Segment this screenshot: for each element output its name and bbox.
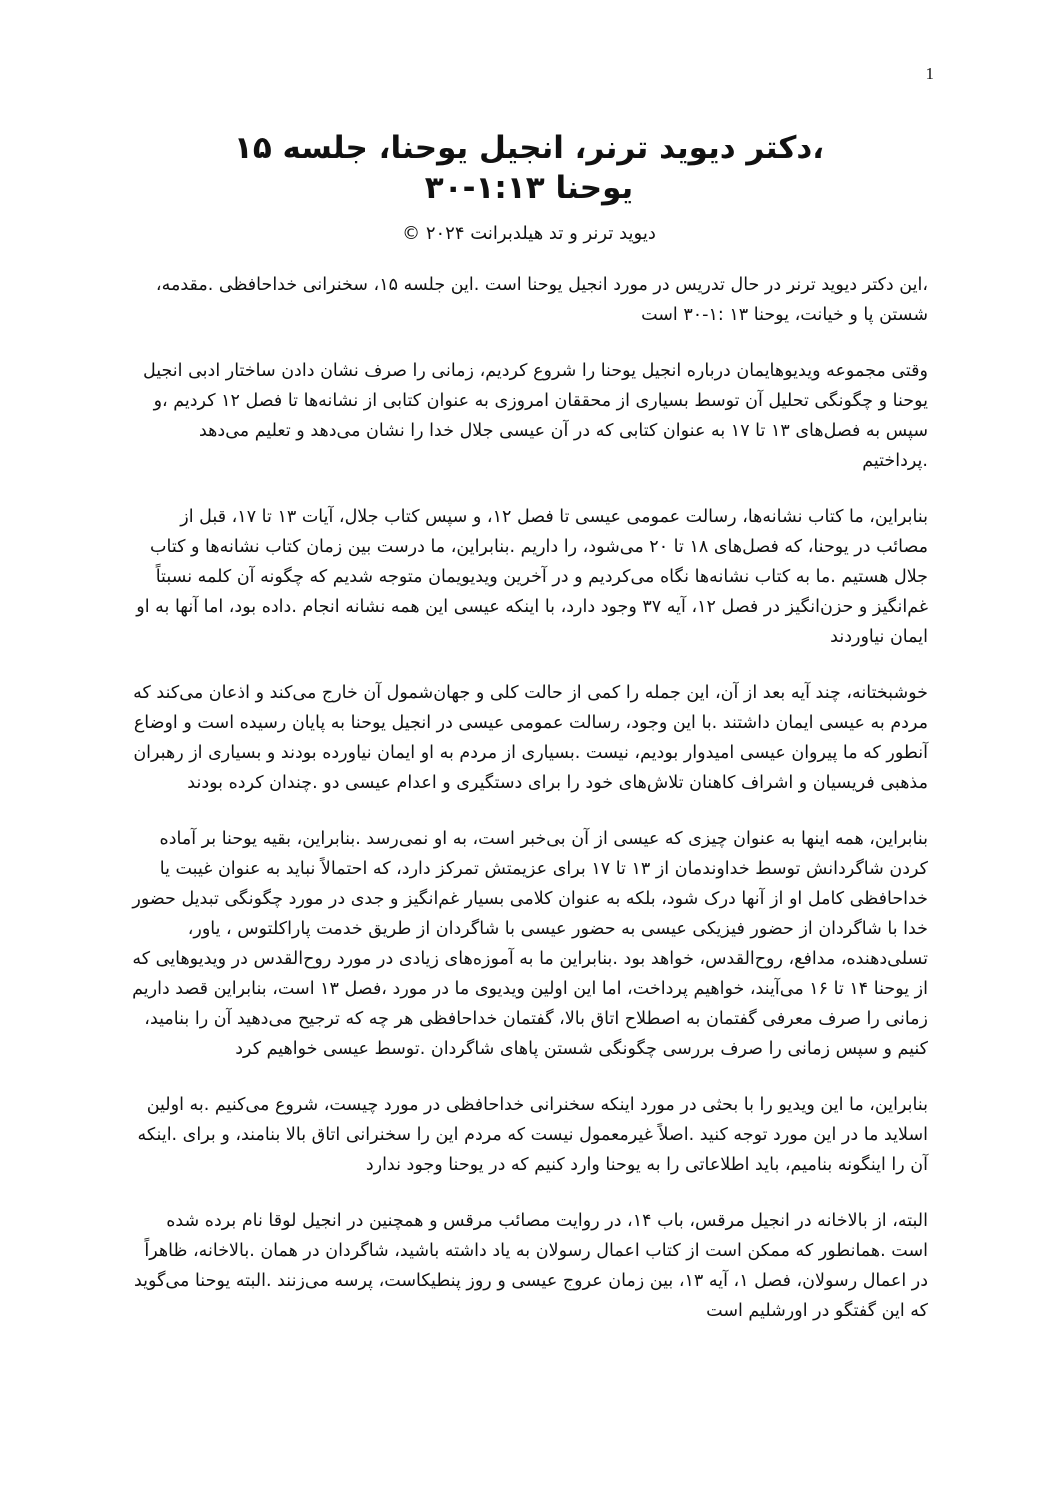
paragraph: البته، از بالاخانه در انجیل مرقس، باب ۱۴، در روایت مصائب مرقس و همچنین در انجیل لوقا نام برده شده است .همانطور که ممکن است از کتاب اعمال رسولان به یاد داشته باشید، شاگردان در همان .بالاخانه، ظاهراً در اعمال رسولان، فصل ۱، آیه ۱۳، بین زمان عروج عیسی و روز پنطیکاست، پرسه می‌زنند .البته یوحنا می‌گوید که این گفتگو در اورشلیم است xyxy=(134,1211,928,1321)
paragraph-intro: ،این دکتر دیوید ترنر در حال تدریس در مورد انجیل یوحنا است .این جلسه ۱۵، سخنرانی خداحافظی .مقدمه، شستن پا و خیانت، یوحنا ۱۳ :۱-۳۰ است xyxy=(155,275,928,325)
paragraph: وقتی مجموعه ویدیوهایمان درباره انجیل یوحنا را شروع کردیم، زمانی را صرف نشان دادن ساختار ادبی انجیل یوحنا و چگونگی تحلیل آن توسط بسیاری از محققان امروزی به عنوان کتابی از نشانه‌ها تا فصل ۱۲ کردیم ،و سپس به فصل‌های ۱۳ تا ۱۷ به عنوان کتابی که در آن عیسی جلال خدا را نشان می‌دهد و تعلیم می‌دهد .پرداختیم xyxy=(142,361,928,471)
copyright-line: دیوید ترنر و تد هیلدبرانت ۲۰۲۴ © xyxy=(402,223,656,244)
paragraph: بنابراین، همه اینها به عنوان چیزی که عیسی از آن بی‌خبر است، به او نمی‌رسد .بنابراین، بقیه یوحنا بر آماده کردن شاگردانش توسط خداوندمان از ۱۳ تا ۱۷ برای عزیمتش تمرکز دارد، که احتمالاً نباید به عنوان غیبت یا خداحافظی کامل او از آنها درک شود، بلکه به عنوان کلامی بسیار غم‌انگیز و جدی در مورد چگونگی تبدیل حضور خدا با شاگردان از حضور فیزیکی عیسی به حضور عیسی با شاگردان از طریق خدمت پاراکلتوس ، یاور، تسلی‌دهنده، مدافع، روح‌القدس، خواهد بود .بنابراین ما به آموزه‌های زیادی در مورد روح‌القدس در ویدیوهایی که از یوحنا ۱۴ تا ۱۶ می‌آیند، خواهیم پرداخت، اما این اولین ویدیوی ما در مورد ،فصل ۱۳ است، بنابراین قصد داریم زمانی را صرف معرفی گفتمان به اصطلاح اتاق بالا، گفتمان خداحافظی هر چه که ترجیح می‌دهید آن را بنامید، کنیم و سپس زمانی را صرف بررسی چگونگی شستن پاهای شاگردان .توسط عیسی خواهیم کرد xyxy=(132,829,928,1059)
document-header xyxy=(130,128,928,248)
page-number: 1 xyxy=(925,64,934,83)
paragraph: خوشبختانه، چند آیه بعد از آن، این جمله را کمی از حالت کلی و جهان‌شمول آن خارج می‌کند و اذعان می‌کند که مردم به عیسی ایمان داشتند .با این وجود، رسالت عمومی عیسی در انجیل یوحنا به پایان رسیده است و اوضاع آنطور که ما پیروان عیسی امیدوار بودیم، نیست .بسیاری از مردم به او ایمان نیاورده بودند و بسیاری از رهبران مذهبی فریسیان و اشراف کاهنان تلاش‌های خود را برای دستگیری و اعدام عیسی دو .چندان کرده بودند xyxy=(133,683,928,793)
document-subtitle: یوحنا ۱:۱۳-۳۰ xyxy=(424,170,634,206)
paragraph: بنابراین، ما کتاب نشانه‌ها، رسالت عمومی عیسی تا فصل ۱۲، و سپس کتاب جلال، آیات ۱۳ تا ۱۷، قبل از مصائب در یوحنا، که فصل‌های ۱۸ تا ۲۰ می‌شود، را داریم .بنابراین، ما درست بین زمان کتاب نشانه‌ها و کتاب جلال هستیم .ما به کتاب نشانه‌ها نگاه می‌کردیم و در آخرین ویدیویمان متوجه شدیم که چگونه آن کلمه نسبتاً غم‌انگیز و حزن‌انگیز در فصل ۱۲، آیه ۳۷ وجود دارد، با اینکه عیسی این همه نشانه انجام .داده بود، اما آنها به او ایمان نیاوردند xyxy=(136,507,928,647)
document-body xyxy=(130,270,928,1352)
document-title: ،دکتر دیوید ترنر، انجیل یوحنا، جلسه ۱۵ xyxy=(233,130,825,166)
paragraph: بنابراین، ما این ویدیو را با بحثی در مورد اینکه سخنرانی خداحافظی در مورد چیست، شروع می‌کنیم .به اولین اسلاید ما در این مورد توجه کنید .اصلاً غیرمعمول نیست که مردم این را سخنرانی اتاق بالا بنامند، و برای .اینکه آن را اینگونه بنامیم، باید اطلاعاتی را به یوحنا وارد کنیم که در یوحنا وجود ندارد xyxy=(137,1095,928,1175)
